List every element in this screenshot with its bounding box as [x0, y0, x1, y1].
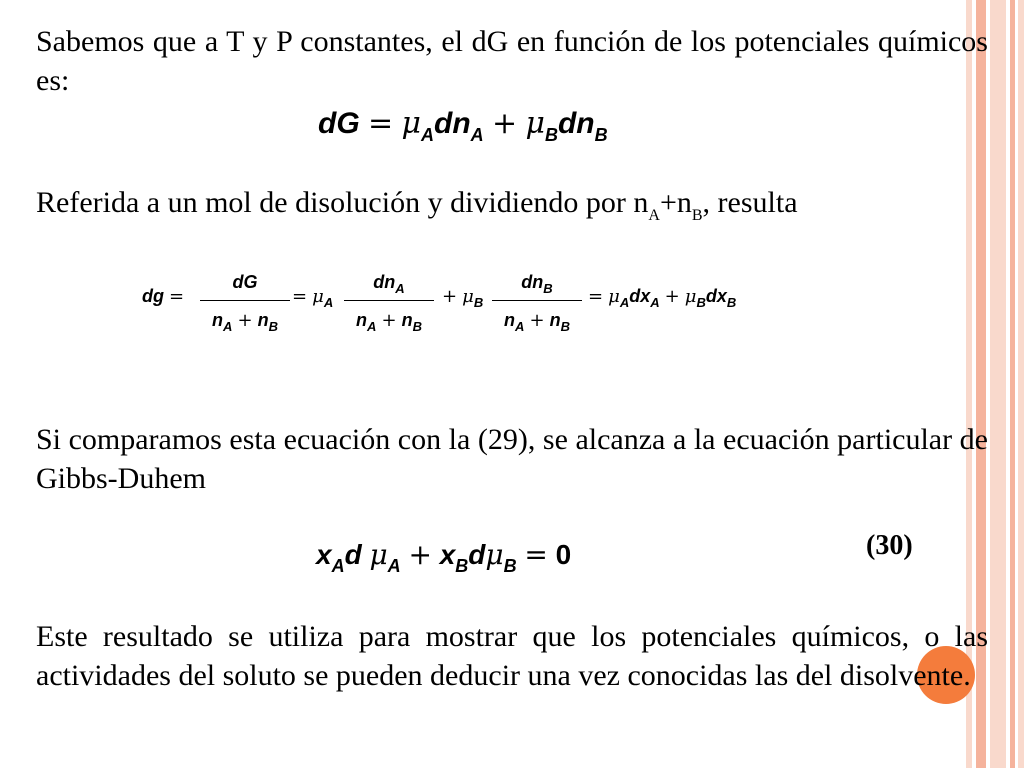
eq-subscript: A [515, 319, 525, 334]
text-fragment: Referida a un mol de disolución y dividiendo por n [36, 186, 649, 219]
eq-term: x [316, 539, 332, 570]
fraction-numerator [200, 270, 290, 294]
eq-subscript: A [387, 556, 401, 576]
paragraph-conclusion: Este resultado se utiliza para mostrar que los potenciales químicos, o las actividades del soluto se pueden deducir una vez conocidas las del disolvente. [36, 620, 988, 692]
eq-term: dn [434, 107, 471, 140]
equation-number: (30) [866, 530, 913, 561]
eq-operator: = [169, 286, 185, 307]
fraction-denominator [492, 308, 582, 334]
stripe [1018, 0, 1024, 768]
fraction-bar [200, 300, 290, 301]
stripe [990, 0, 1006, 768]
mu-symbol: μ [312, 286, 324, 307]
eq-subscript: B [455, 556, 469, 576]
eq-subscript: B [543, 281, 553, 296]
eq-subscript: A [323, 295, 334, 310]
eq-subscript: A [395, 281, 405, 296]
eq-term: dx [629, 286, 651, 306]
eq-term: n [549, 310, 561, 330]
eq-subscript: B [696, 295, 706, 310]
eq-term: n [356, 310, 368, 330]
eq-term: n [212, 310, 224, 330]
eq-term: 0 [555, 539, 572, 570]
eq-subscript: B [412, 319, 422, 334]
eq-operator: = [368, 106, 394, 141]
eq-operator: + [492, 106, 518, 141]
eq-term: n [504, 310, 516, 330]
eq-operator: = [292, 286, 308, 307]
eq-subscript: B [594, 125, 608, 145]
eq-subscript: A [421, 125, 434, 145]
eq-term: d [344, 539, 362, 570]
subscript: A [648, 207, 660, 224]
eq-subscript: A [470, 125, 484, 145]
eq-lhs [142, 284, 184, 309]
eq-subscript: B [473, 295, 484, 310]
eq-term: dG [318, 107, 360, 140]
mu-symbol: μ [608, 286, 620, 307]
eq-term: dg [142, 286, 164, 306]
eq-subscript: B [726, 295, 737, 310]
fraction-bar [492, 300, 582, 301]
eq-term: n [401, 310, 413, 330]
fraction-denominator [344, 308, 434, 334]
eq-term: n [257, 310, 269, 330]
mu-symbol: μ [485, 538, 504, 571]
eq-term: d [468, 539, 486, 570]
equation-dG [318, 104, 608, 147]
eq-operator: + [664, 286, 680, 307]
eq-subscript: A [331, 556, 345, 576]
mu-symbol: μ [525, 106, 545, 141]
eq-subscript: A [367, 319, 377, 334]
fraction-numerator [344, 270, 434, 296]
eq-subscript: B [503, 556, 517, 576]
eq-subscript: B [268, 319, 278, 334]
fraction-denominator [200, 308, 290, 334]
fraction-bar [344, 300, 434, 301]
equation-gibbs-duhem [316, 536, 571, 577]
eq-subscript: B [544, 125, 558, 145]
paragraph-referida [36, 183, 988, 227]
eq-term: dG [232, 272, 258, 292]
paragraph-gibbs-duhem: Si comparamos esta ecuación con la (29), se alcanza a la ecuación particular de Gibbs-Duhem [36, 423, 988, 495]
eq-subscript: A [223, 319, 233, 334]
eq-operator: + [442, 286, 458, 307]
mu-symbol: μ [401, 106, 421, 141]
eq-term: dx [705, 286, 727, 306]
eq-subscript: B [560, 319, 570, 334]
eq-term: x [439, 539, 456, 570]
text-fragment: , resulta [702, 186, 798, 219]
mu-symbol: μ [684, 286, 697, 307]
eq-operator: + [237, 310, 253, 331]
subscript: B [691, 207, 703, 224]
equation-dg [142, 268, 792, 348]
eq-mu-a [292, 284, 333, 310]
paragraph-intro: Sabemos que a T y P constantes, el dG en función de los potenciales químicos es: [36, 25, 988, 97]
eq-operator: + [529, 310, 545, 331]
mu-symbol: μ [462, 286, 474, 307]
eq-operator: + [381, 310, 397, 331]
eq-subscript: A [619, 295, 630, 310]
eq-term: dn [373, 272, 396, 292]
eq-term: dn [521, 272, 544, 292]
eq-rhs [588, 284, 736, 310]
eq-operator: = [588, 286, 604, 307]
eq-subscript: A [650, 295, 660, 310]
mu-symbol: μ [369, 538, 388, 571]
eq-mu-b [442, 284, 483, 310]
text-fragment: +n [659, 186, 692, 219]
eq-operator: + [408, 538, 432, 571]
fraction-numerator [492, 270, 582, 296]
eq-operator: = [524, 538, 548, 571]
stripe [1010, 0, 1015, 768]
eq-term: dn [557, 107, 595, 140]
